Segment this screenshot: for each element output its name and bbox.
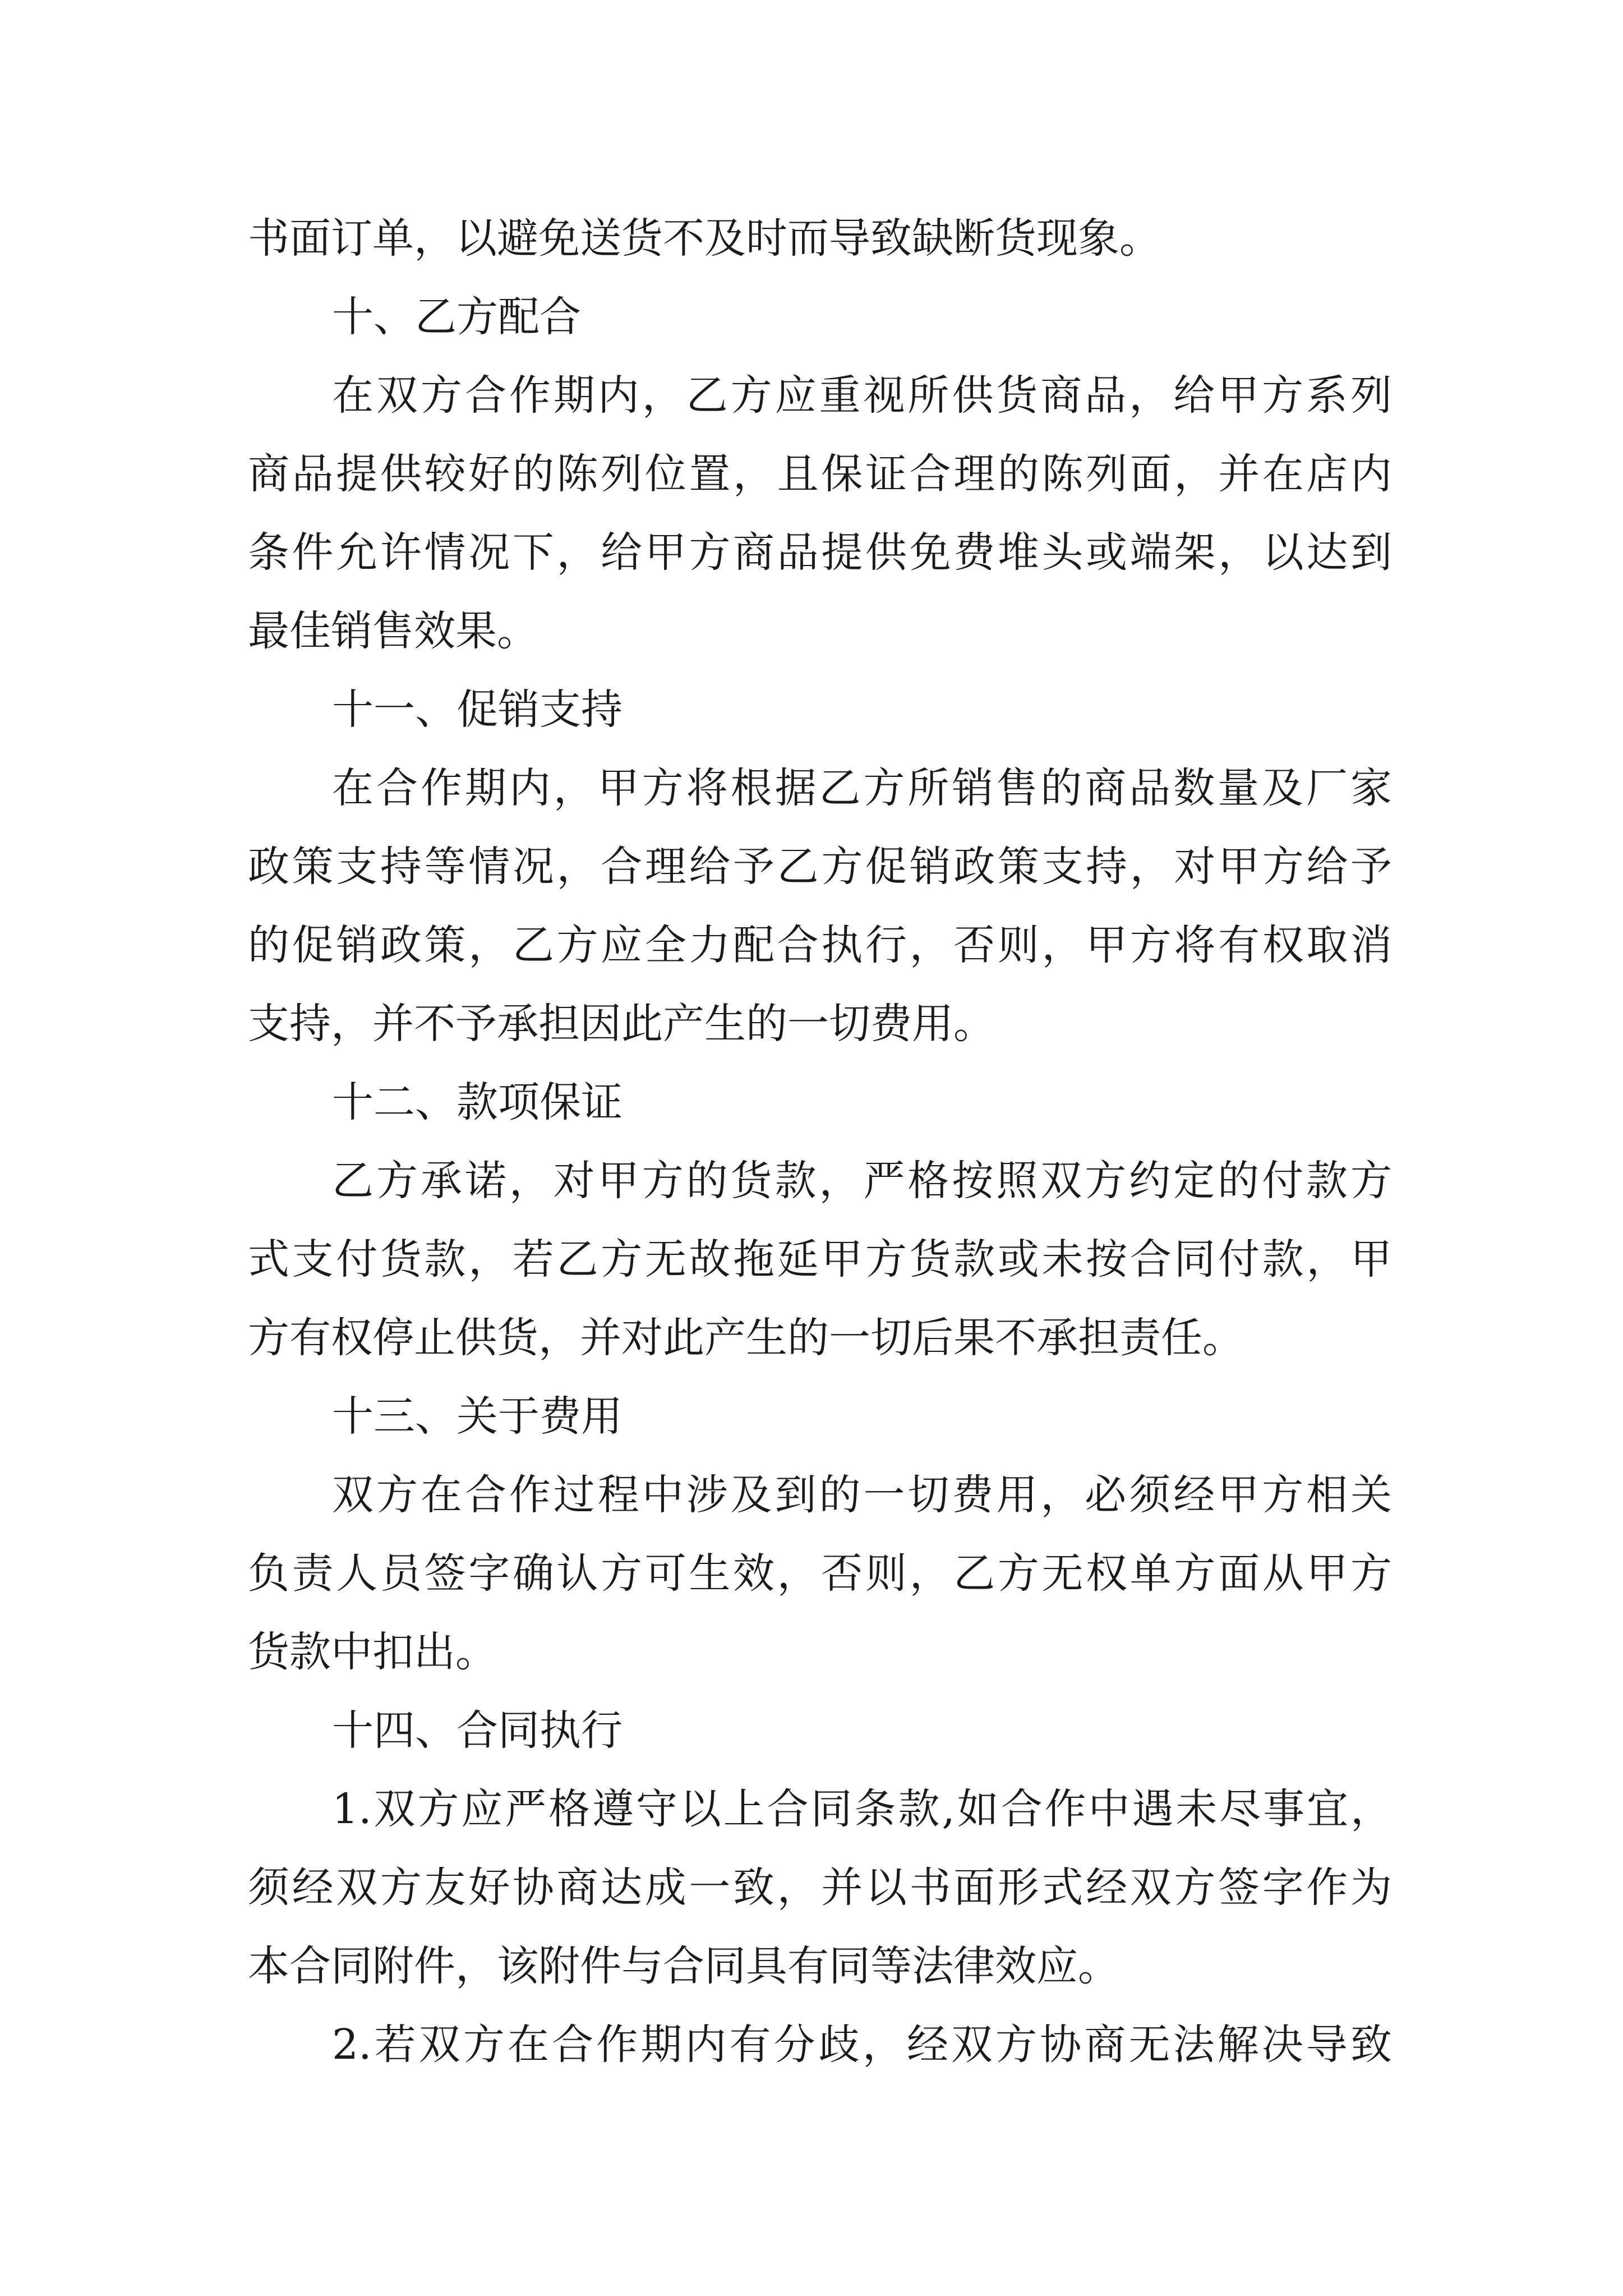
body-text-line: 方有权停止供货，并对此产生的一切后果不承担责任。 — [248, 1314, 1244, 1362]
body-text-line: 须经双方友好协商达成一致，并以书面形式经双方签字作为 — [248, 1864, 1392, 1912]
body-text-line: 货款中扣出。 — [248, 1628, 497, 1676]
section-heading-12: 十二、款项保证 — [332, 1078, 623, 1126]
body-text-line: 的促销政策，乙方应全力配合执行，否则，甲方将有权取消 — [248, 921, 1392, 969]
body-text-line: 1.双方应严格遵守以上合同条款,如合作中遇未尽事宜， — [332, 1785, 1392, 1833]
body-text-line: 乙方承诺，对甲方的货款，严格按照双方约定的付款方 — [332, 1157, 1392, 1205]
body-text-line: 政策支持等情况，合理给予乙方促销政策支持，对甲方给予 — [248, 843, 1392, 891]
body-text-line: 式支付货款，若乙方无故拖延甲方货款或未按合同付款，甲 — [248, 1235, 1392, 1283]
body-text-line: 本合同附件，该附件与合同具有同等法律效应。 — [248, 1942, 1119, 1990]
body-text-line: 双方在合作过程中涉及到的一切费用，必须经甲方相关 — [332, 1471, 1392, 1519]
section-heading-13: 十三、关于费用 — [332, 1392, 623, 1441]
body-text-line: 2.若双方在合作期内有分歧，经双方协商无法解决导致 — [332, 2021, 1392, 2069]
body-text-line: 商品提供较好的陈列位置，且保证合理的陈列面，并在店内 — [248, 450, 1392, 498]
section-heading-14: 十四、合同执行 — [332, 1706, 623, 1755]
body-text-line: 在双方合作期内，乙方应重视所供货商品，给甲方系列 — [332, 371, 1392, 420]
body-text-line: 条件允许情况下，给甲方商品提供免费堆头或端架，以达到 — [248, 528, 1392, 577]
section-heading-11: 十一、促销支持 — [332, 685, 623, 734]
body-text-line: 支持，并不予承担因此产生的一切费用。 — [248, 1000, 995, 1048]
body-text-line: 在合作期内，甲方将根据乙方所销售的商品数量及厂家 — [332, 764, 1392, 812]
body-text-line: 书面订单，以避免送货不及时而导致缺断货现象。 — [248, 214, 1161, 263]
body-text-line: 最佳销售效果。 — [248, 607, 538, 655]
body-text-line: 负责人员签字确认方可生效，否则，乙方无权单方面从甲方 — [248, 1549, 1392, 1598]
section-heading-10: 十、乙方配合 — [332, 293, 581, 341]
